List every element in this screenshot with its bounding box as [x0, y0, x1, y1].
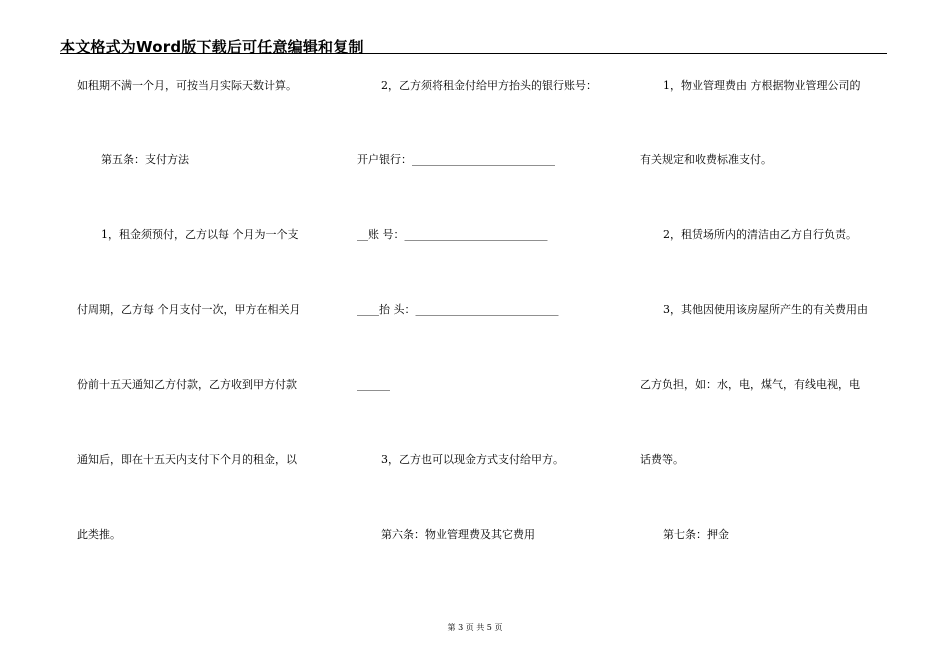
- col2-line-6: 3，乙方也可以现金方式支付给甲方。: [381, 453, 564, 466]
- col2-line-5: ______: [357, 378, 390, 391]
- col3-line-7: 第七条：押金: [663, 528, 729, 541]
- col1-line-6: 通知后，即在十五天内支付下个月的租金，以: [77, 453, 297, 466]
- col2-line-7: 第六条：物业管理费及其它费用: [381, 528, 535, 541]
- col1-line-5: 份前十五天通知乙方付款，乙方收到甲方付款: [77, 378, 297, 391]
- col3-line-5: 乙方负担，如：水，电，煤气，有线电视，电: [640, 378, 860, 391]
- col2-line-4: ____抬 头：__________________________: [357, 303, 559, 316]
- col3-line-2: 有关规定和收费标准支付。: [640, 153, 772, 166]
- col2-line-2: 开户银行：__________________________: [357, 153, 555, 166]
- col1-line-7: 此类推。: [77, 528, 121, 541]
- col1-line-4: 付周期，乙方每 个月支付一次，甲方在相关月: [77, 303, 301, 316]
- col2-line-1: 2，乙方须将租金付给甲方抬头的银行账号：: [381, 79, 597, 92]
- col3-line-3: 2，租赁场所内的清洁由乙方自行负责。: [663, 228, 857, 241]
- col1-line-3: 1，租金须预付，乙方以每 个月为一个支: [101, 228, 299, 241]
- col1-line-2: 第五条：支付方法: [101, 153, 189, 166]
- document-header-title: 本文格式为Word版下载后可任意编辑和复制: [60, 38, 364, 56]
- col3-line-4: 3，其他因使用该房屋所产生的有关费用由: [663, 303, 868, 316]
- col2-line-3: __账 号：__________________________: [357, 228, 548, 241]
- col3-line-1: 1，物业管理费由 方根据物业管理公司的: [663, 79, 861, 92]
- header-divider: [60, 53, 887, 54]
- col3-line-6: 话费等。: [640, 453, 684, 466]
- col1-line-1: 如租期不满一个月，可按当月实际天数计算。: [77, 79, 297, 92]
- page-number-footer: 第 3 页 共 5 页: [447, 623, 503, 632]
